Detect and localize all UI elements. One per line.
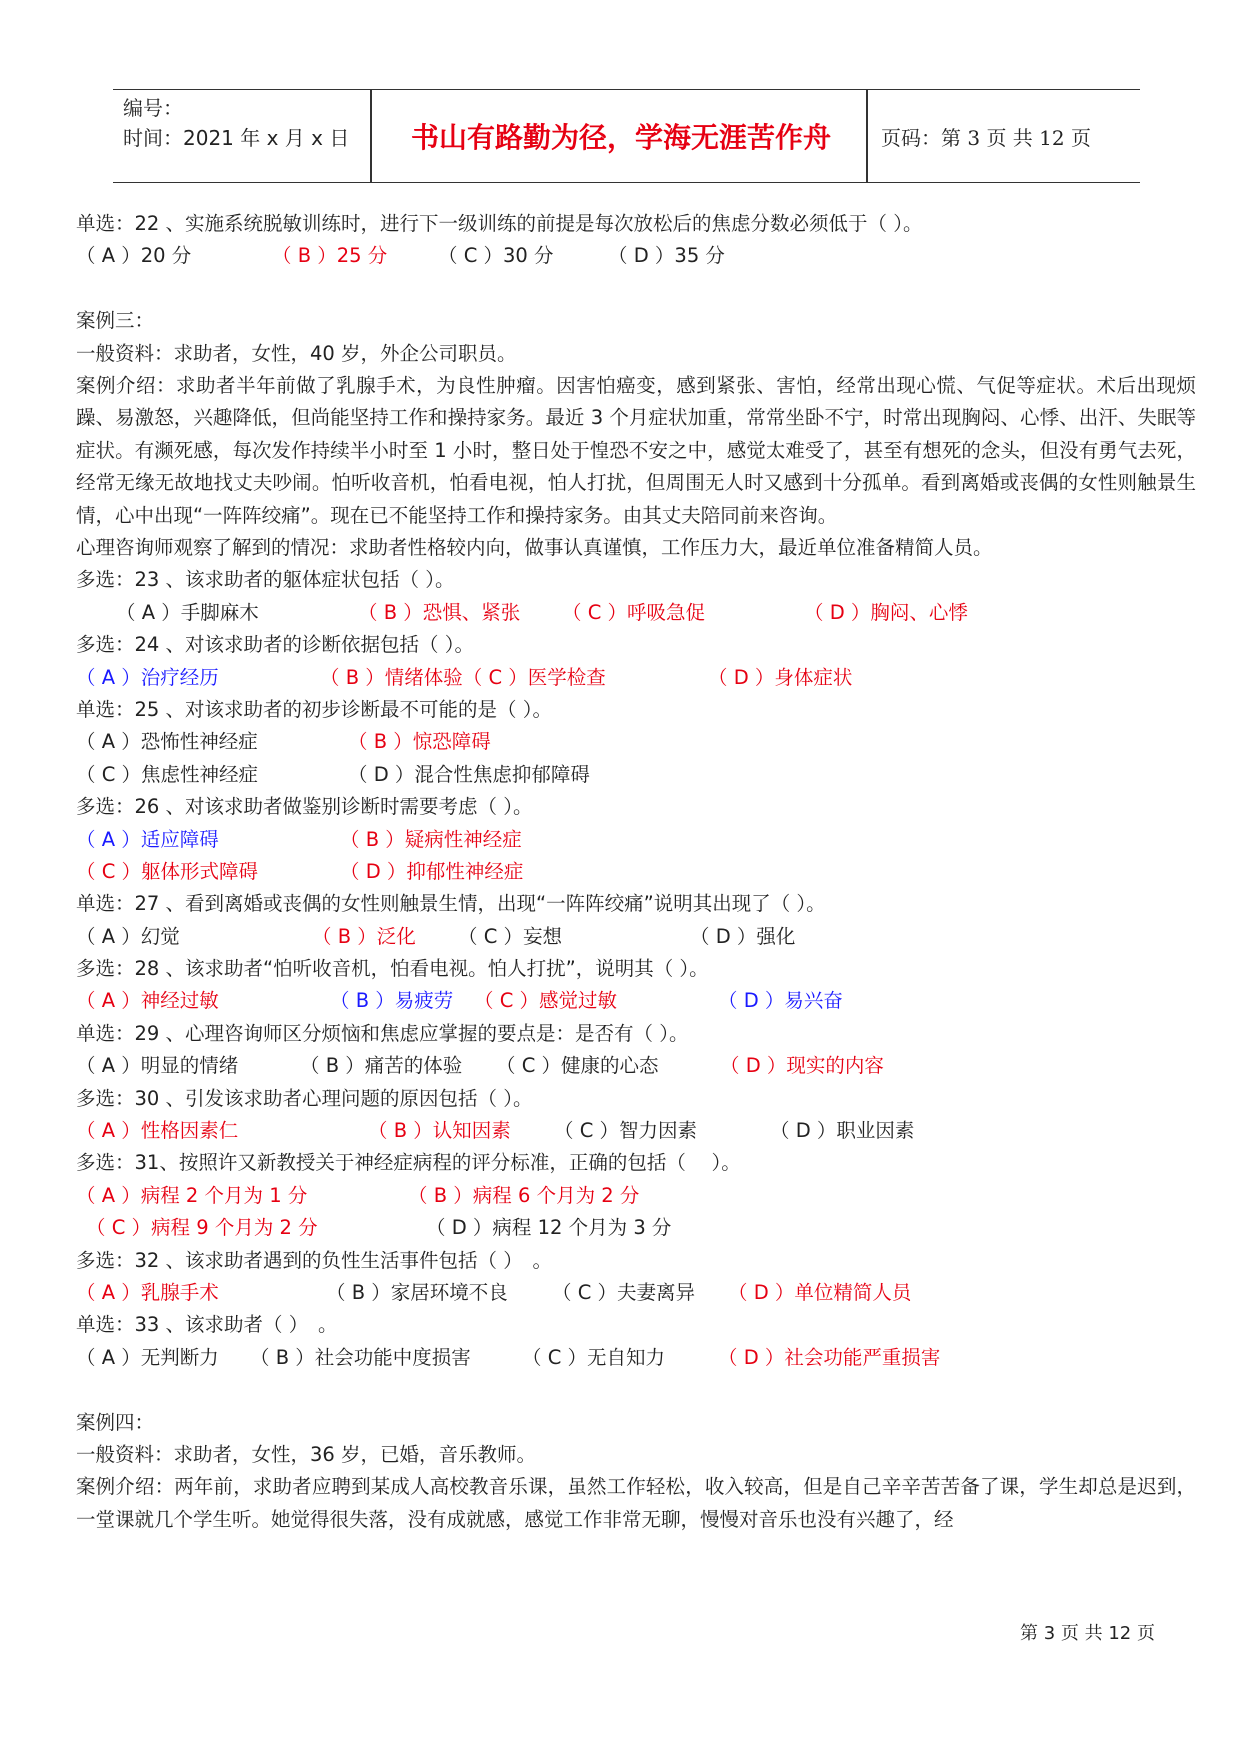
option-a: （ A ）病程 2 个月为 1 分: [76, 1183, 308, 1207]
option-d: （ D ）35 分: [608, 244, 725, 268]
question-stem: 单选：22 、实施系统脱敏训练时，进行下一级训练的前提是每次放松后的焦虑分数必须低于（ ）。: [76, 212, 923, 235]
question-stem: 多选：32 、该求助者遇到的负性生活事件包括（ ） 。: [76, 1248, 552, 1272]
option-d: （ D ）职业因素: [770, 1119, 915, 1143]
page-header: [113, 89, 1140, 183]
option-d: （ D ）抑郁性神经症: [340, 859, 524, 883]
question-options: [76, 921, 1196, 953]
option-a: （ A ）幻觉: [76, 924, 180, 948]
option-a: （ A ）乳腺手术: [76, 1280, 219, 1304]
option-a: （ A ）治疗经历: [76, 665, 219, 689]
question-options: [76, 726, 1196, 758]
question-options: [76, 662, 1196, 694]
question-stem: 多选：24 、对该求助者的诊断依据包括（ ）。: [76, 633, 474, 657]
option-c: （ C ）感觉过敏: [474, 989, 618, 1013]
question-options: [76, 1115, 1196, 1147]
option-d: （ D ）易兴奋: [718, 989, 843, 1013]
option-bc: （ B ）情绪体验（ C ）医学检查: [320, 665, 606, 689]
option-b: （ B ）惊恐障碍: [348, 730, 491, 754]
header-meta: [123, 93, 383, 153]
question-stem: 单选：27 、看到离婚或丧偶的女性则触景生情，出现“一阵阵绞痛”说明其出现了（ ）。: [76, 892, 826, 916]
question-stem: 多选：28 、该求助者“怕听收音机，怕看电视。怕人打扰”，说明其（ ）。: [76, 957, 709, 981]
option-a: （ A ）手脚麻木: [116, 600, 259, 624]
option-a: （ A ）无判断力: [76, 1345, 219, 1369]
document-body: [76, 208, 1196, 1536]
case-general: 一般资料：求助者，女性，40 岁，外企公司职员。: [76, 341, 517, 365]
case-general: 一般资料：求助者，女性，36 岁，已婚，音乐教师。: [76, 1442, 537, 1466]
option-b: （ B ）恐惧、紧张: [358, 600, 521, 624]
header-divider: [866, 90, 868, 182]
question-stem: 单选：29 、心理咨询师区分烦恼和焦虑应掌握的要点是：是否有（ ）。: [76, 1021, 689, 1045]
case-intro: 案例介绍：两年前，求助者应聘到某成人高校教音乐课，虽然工作轻松，收入较高，但是自己辛辛苦苦备了课，学生却总是迟到，一堂课就几个学生听。她觉得很失落，没有成就感，感觉工作非常无聊，慢慢对音乐也没有兴趣了，经: [76, 1475, 1196, 1531]
header-divider: [370, 90, 372, 182]
case-title: 案例四：: [76, 1410, 155, 1434]
page-footer: 第 3 页 共 12 页: [1020, 1623, 1155, 1644]
question-options: [76, 824, 1196, 856]
option-d: （ D ）社会功能严重损害: [718, 1345, 941, 1369]
header-page-label: 页码：第 3 页 共 12 页: [881, 125, 1091, 150]
question-options: [76, 1180, 1196, 1212]
question-stem: 单选：25 、对该求助者的初步诊断最不可能的是（ ）。: [76, 697, 552, 721]
time-label: 时间：2021 年 x 月 x 日: [123, 126, 350, 150]
option-c: （ C ）躯体形式障碍: [76, 859, 259, 883]
option-d: （ D ）胸闷、心悸: [804, 600, 968, 624]
option-a: （ A ）神经过敏: [76, 989, 219, 1013]
option-c: （ C ）智力因素: [554, 1119, 698, 1143]
option-b: （ B ）痛苦的体验: [300, 1054, 463, 1078]
option-b: （ B ）病程 6 个月为 2 分: [408, 1183, 640, 1207]
option-c: （ C ）病程 9 个月为 2 分: [86, 1216, 318, 1240]
question-options: [76, 856, 1196, 888]
option-c: （ C ）无自知力: [522, 1345, 666, 1369]
option-b: （ B ）社会功能中度损害: [250, 1345, 471, 1369]
option-c: （ C ）夫妻离异: [552, 1280, 696, 1304]
option-b: （ B ）25 分: [272, 244, 388, 268]
option-d: （ D ）单位精简人员: [728, 1280, 912, 1304]
option-a: （ A ）恐怖性神经症: [76, 730, 258, 754]
option-d: （ D ）混合性焦虑抑郁障碍: [348, 762, 590, 786]
option-d: （ D ）现实的内容: [720, 1054, 884, 1078]
case-intro: 案例介绍：求助者半年前做了乳腺手术，为良性肿瘤。因害怕癌变，感到紧张、害怕，经常出现心慌、气促等症状。术后出现烦躁、易激怒，兴趣降低，但尚能坚持工作和操持家务。最近 3 个月症状加重，常常坐卧不宁，时常出现胸闷、心悸、出汗、失眠等症状。有濒死感，每次发作持续半小时至 1 小时，整日处于惶恐不安之中，感觉太难受了，甚至有想死的念头，但没有勇气去死，经常无缘无故地找丈夫吵闹。怕听收音机，怕看电视，怕人打扰，但周围无人时又感到十分孤单。看到离婚或丧偶的女性则触景生情，心中出现“一阵阵绞痛”。现在已不能坚持工作和操持家务。由其丈夫陪同前来咨询。: [76, 373, 1196, 527]
question-stem: 多选：23 、该求助者的躯体症状包括（ ）。: [76, 568, 455, 592]
option-a: （ A ）明显的情绪: [76, 1054, 239, 1078]
question-options: [76, 240, 1196, 272]
number-label: 编号：: [123, 96, 183, 120]
case-title: 案例三：: [76, 309, 155, 333]
option-c: （ C ）健康的心态: [496, 1054, 659, 1078]
option-d: （ D ）强化: [690, 924, 796, 948]
option-c: （ C ）焦虑性神经症: [76, 762, 259, 786]
question-options: [76, 1212, 1196, 1244]
header-motto: 书山有路勤为径，学海无涯苦作舟: [410, 121, 831, 154]
option-b: （ B ）易疲劳: [330, 989, 454, 1013]
question-options: [76, 1277, 1196, 1309]
question-stem: 多选：31、按照许又新教授关于神经症病程的评分标准，正确的包括（ ）。: [76, 1151, 741, 1175]
question-options: [76, 1050, 1196, 1082]
question-stem: 多选：26 、对该求助者做鉴别诊断时需要考虑（ ）。: [76, 795, 533, 819]
option-c: （ C ）妄想: [458, 924, 563, 948]
option-a: （ A ）性格因素仁: [76, 1119, 239, 1143]
option-b: （ B ）疑病性神经症: [340, 827, 522, 851]
case-observation: 心理咨询师观察了解到的情况：求助者性格较内向，做事认真谨慎，工作压力大，最近单位准备精简人员。: [76, 535, 993, 559]
option-c: （ C ）30 分: [438, 244, 554, 268]
question-stem: 单选：33 、该求助者（ ） 。: [76, 1313, 338, 1337]
option-d: （ D ）身体症状: [708, 665, 853, 689]
option-b: （ B ）家居环境不良: [326, 1280, 508, 1304]
question-options: [76, 597, 1196, 629]
question-stem: 多选：30 、引发该求助者心理问题的原因包括（ ）。: [76, 1086, 533, 1110]
option-a: （ A ）20 分: [76, 244, 192, 268]
question-options: [76, 1342, 1196, 1374]
option-c: （ C ）呼吸急促: [562, 600, 706, 624]
option-d: （ D ）病程 12 个月为 3 分: [426, 1216, 672, 1240]
question-options: [76, 985, 1196, 1017]
option-b: （ B ）认知因素: [368, 1119, 511, 1143]
option-b: （ B ）泛化: [312, 924, 416, 948]
question-options: [76, 759, 1196, 791]
option-a: （ A ）适应障碍: [76, 827, 219, 851]
